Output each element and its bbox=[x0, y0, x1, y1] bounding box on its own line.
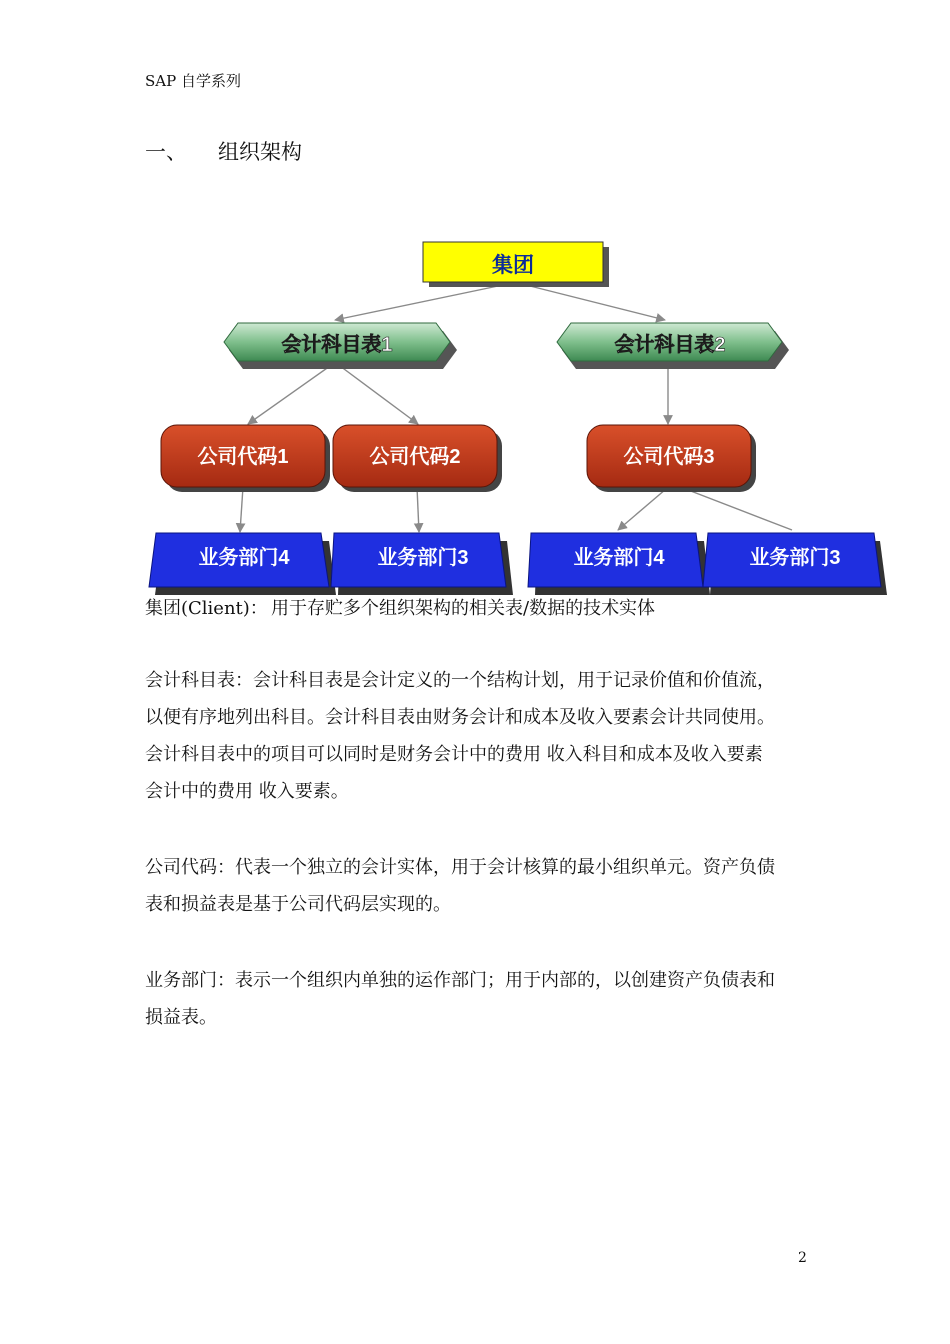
company-code-node-3-label: 公司代码3 bbox=[623, 446, 715, 468]
company-code-definition-line: 公司代码：代表一个独立的会计实体，用于会计核算的最小组织单元。资产负债 bbox=[145, 857, 775, 878]
company-code-definition-line: 表和损益表是基于公司代码层实现的。 bbox=[145, 894, 451, 915]
org-structure-diagram bbox=[140, 228, 900, 600]
coa-definition bbox=[145, 662, 825, 810]
client-node bbox=[423, 242, 609, 287]
business-unit-node-1-label: 业务部门4 bbox=[198, 547, 290, 569]
company-code-node-2-label: 公司代码2 bbox=[369, 446, 461, 468]
page-number: 2 bbox=[798, 1250, 807, 1266]
company-code-definition bbox=[145, 849, 825, 923]
client-definition-text: 用于存贮多个组织架构的相关表/数据的技术实体 bbox=[271, 598, 656, 619]
business-unit-node-4 bbox=[703, 533, 887, 595]
section-heading bbox=[145, 136, 302, 166]
coa-node-2 bbox=[557, 323, 789, 369]
coa-node-1-label: 会计科目表1 bbox=[281, 334, 393, 356]
company-code-node-1-label: 公司代码1 bbox=[197, 446, 289, 468]
coa-definition-line: 以便有序地列出科目。会计科目表由财务会计和成本及收入要素会计共同使用。 bbox=[145, 707, 775, 728]
page-header: SAP 自学系列 bbox=[145, 72, 241, 90]
client-definition-label: 集团(Client)： bbox=[145, 598, 268, 619]
business-unit-node-2-label: 业务部门3 bbox=[377, 547, 469, 569]
business-unit-node-3 bbox=[528, 533, 710, 595]
section-title: 组织架构 bbox=[218, 140, 302, 164]
company-code-node-2 bbox=[333, 425, 502, 492]
business-unit-definition-line: 损益表。 bbox=[145, 1007, 217, 1028]
business-unit-node-3-label: 业务部门4 bbox=[573, 547, 665, 569]
coa-definition-line: 会计科目表：会计科目表是会计定义的一个结构计划，用于记录价值和价值流， bbox=[145, 670, 775, 691]
coa-definition-line: 会计科目表中的项目可以同时是财务会计中的费用 收入科目和成本及收入要素 bbox=[145, 744, 763, 765]
coa-node-2-label: 会计科目表2 bbox=[614, 334, 726, 356]
company-code-node-3 bbox=[587, 425, 756, 492]
coa-definition-line: 会计中的费用 收入要素。 bbox=[145, 781, 349, 802]
company-code-node-1 bbox=[161, 425, 330, 492]
business-unit-node-4-label: 业务部门3 bbox=[749, 547, 841, 569]
business-unit-definition bbox=[145, 962, 825, 1036]
section-number: 一、 bbox=[145, 140, 187, 164]
business-unit-node-2 bbox=[331, 533, 513, 595]
coa-node-1 bbox=[224, 323, 457, 369]
client-definition bbox=[145, 590, 825, 627]
business-unit-definition-line: 业务部门：表示一个组织内单独的运作部门；用于内部的，以创建资产负债表和 bbox=[145, 970, 775, 991]
client-node-label: 集团 bbox=[492, 254, 534, 277]
business-unit-node-1 bbox=[149, 533, 336, 595]
